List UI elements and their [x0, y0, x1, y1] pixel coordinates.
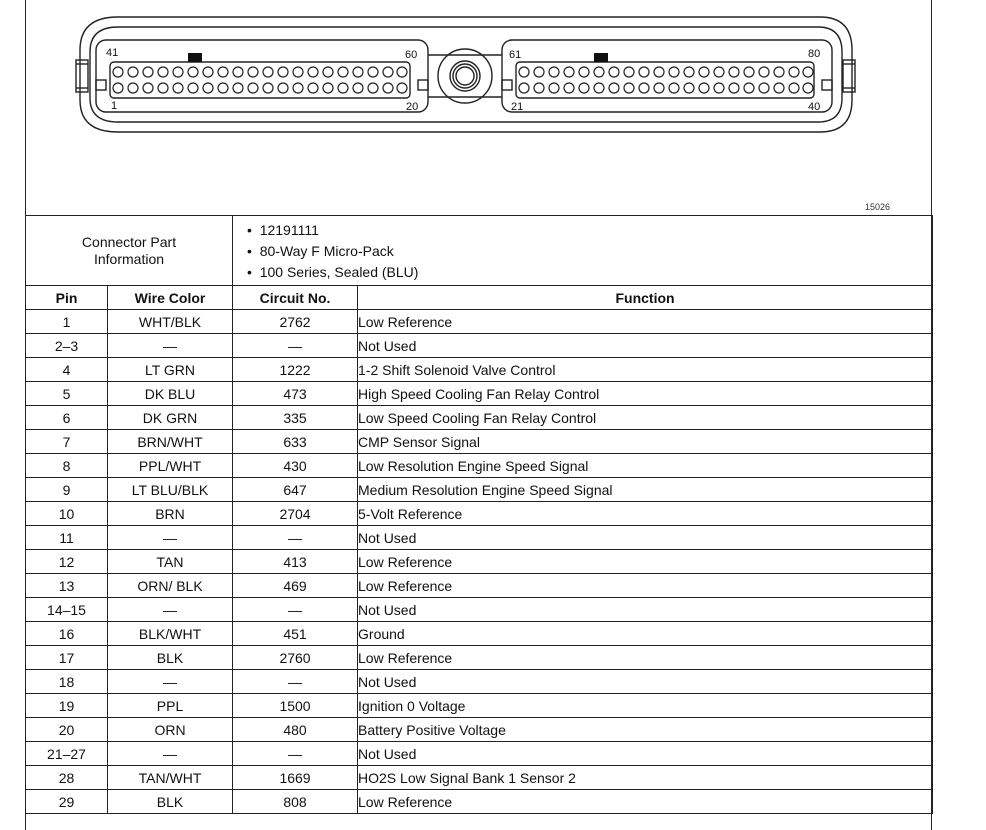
- table-row: [26, 718, 933, 742]
- pin-cell: 5: [26, 382, 108, 406]
- table-row: [26, 790, 933, 814]
- function-cell: Low Resolution Engine Speed Signal: [358, 454, 933, 478]
- pin-cell: 10: [26, 502, 108, 526]
- function-cell: Not Used: [358, 742, 933, 766]
- pin-cell: 21–27: [26, 742, 108, 766]
- function-cell: Low Reference: [358, 310, 933, 334]
- connector-info-label: [26, 216, 233, 286]
- figure-id: 15026: [865, 202, 891, 212]
- wire-color-cell: PPL: [108, 694, 233, 718]
- connector-info-label-line2: Information: [93, 250, 165, 267]
- table-row: [26, 478, 933, 502]
- function-cell: Ground: [358, 622, 933, 646]
- function-cell: Not Used: [358, 670, 933, 694]
- function-cell: Ignition 0 Voltage: [358, 694, 933, 718]
- wire-color-cell: —: [108, 526, 233, 550]
- table-row: [26, 694, 933, 718]
- wire-color-cell: BLK/WHT: [108, 622, 233, 646]
- circuit-cell: 1222: [233, 358, 358, 382]
- pin-cell: 8: [26, 454, 108, 478]
- label-pin-20: 20: [406, 101, 419, 113]
- function-cell: Low Reference: [358, 646, 933, 670]
- circuit-cell: 473: [233, 382, 358, 406]
- label-pin-80: 80: [808, 48, 821, 60]
- circuit-cell: 808: [233, 790, 358, 814]
- wire-color-cell: TAN: [108, 550, 233, 574]
- wire-color-cell: DK BLU: [108, 382, 233, 406]
- pin-cell: 7: [26, 430, 108, 454]
- circuit-cell: —: [233, 334, 358, 358]
- pin-cell: 11: [26, 526, 108, 550]
- circuit-cell: 2704: [233, 502, 358, 526]
- wire-color-cell: WHT/BLK: [108, 310, 233, 334]
- circuit-cell: 2760: [233, 646, 358, 670]
- header-wire-color: Wire Color: [108, 286, 233, 310]
- connector-drawing: [0, 0, 986, 215]
- circuit-cell: 647: [233, 478, 358, 502]
- function-cell: Medium Resolution Engine Speed Signal: [358, 478, 933, 502]
- function-cell: Low Speed Cooling Fan Relay Control: [358, 406, 933, 430]
- table-row: [26, 574, 933, 598]
- header-function: Function: [358, 286, 933, 310]
- pin-cell: 9: [26, 478, 108, 502]
- function-cell: Not Used: [358, 526, 933, 550]
- circuit-cell: 413: [233, 550, 358, 574]
- circuit-cell: —: [233, 742, 358, 766]
- table-row: [26, 526, 933, 550]
- pin-cell: 4: [26, 358, 108, 382]
- label-pin-40: 40: [808, 101, 821, 113]
- circuit-cell: 480: [233, 718, 358, 742]
- function-cell: Low Reference: [358, 790, 933, 814]
- table-row: [26, 742, 933, 766]
- pin-cell: 20: [26, 718, 108, 742]
- table-row: [26, 766, 933, 790]
- circuit-cell: 1669: [233, 766, 358, 790]
- function-cell: Low Reference: [358, 550, 933, 574]
- wire-color-cell: BLK: [108, 646, 233, 670]
- label-pin-1: 1: [111, 100, 118, 112]
- table-body: [26, 310, 933, 814]
- table-row: [26, 598, 933, 622]
- pin-cell: 14–15: [26, 598, 108, 622]
- function-cell: Battery Positive Voltage: [358, 718, 933, 742]
- header-pin: Pin: [26, 286, 108, 310]
- pin-cell: 28: [26, 766, 108, 790]
- connector-diagram: [0, 0, 905, 215]
- header-row: [26, 286, 933, 310]
- wire-color-cell: —: [108, 598, 233, 622]
- pin-cell: 12: [26, 550, 108, 574]
- circuit-cell: —: [233, 598, 358, 622]
- wire-color-cell: LT BLU/BLK: [108, 478, 233, 502]
- table-row: [26, 502, 933, 526]
- wire-color-cell: DK GRN: [108, 406, 233, 430]
- wire-color-cell: —: [108, 742, 233, 766]
- circuit-cell: 469: [233, 574, 358, 598]
- table-row: [26, 430, 933, 454]
- function-cell: 1-2 Shift Solenoid Valve Control: [358, 358, 933, 382]
- pin-cell: 18: [26, 670, 108, 694]
- label-pin-41: 41: [106, 47, 119, 59]
- pin-cell: 19: [26, 694, 108, 718]
- wire-color-cell: ORN/ BLK: [108, 574, 233, 598]
- pin-cell: 13: [26, 574, 108, 598]
- function-cell: Not Used: [358, 334, 933, 358]
- function-cell: 5-Volt Reference: [358, 502, 933, 526]
- function-cell: CMP Sensor Signal: [358, 430, 933, 454]
- label-pin-21: 21: [511, 101, 524, 113]
- connector-info-label-line1: Connector Part: [81, 233, 177, 250]
- function-cell: Not Used: [358, 598, 933, 622]
- table-row: [26, 670, 933, 694]
- wire-color-cell: —: [108, 334, 233, 358]
- function-cell: High Speed Cooling Fan Relay Control: [358, 382, 933, 406]
- table-row: [26, 622, 933, 646]
- table-row: [26, 646, 933, 670]
- header-circuit: Circuit No.: [233, 286, 358, 310]
- circuit-cell: —: [233, 670, 358, 694]
- circuit-cell: 451: [233, 622, 358, 646]
- function-cell: Low Reference: [358, 574, 933, 598]
- wire-color-cell: ORN: [108, 718, 233, 742]
- label-pin-60: 60: [405, 49, 418, 61]
- connector-type: • 80-Way F Micro-Pack: [247, 241, 932, 262]
- table-row: [26, 406, 933, 430]
- wire-color-cell: BLK: [108, 790, 233, 814]
- label-pin-61: 61: [509, 49, 522, 61]
- circuit-cell: 1500: [233, 694, 358, 718]
- circuit-cell: 633: [233, 430, 358, 454]
- table-row: [26, 382, 933, 406]
- connector-part-number: • 12191111: [247, 220, 932, 241]
- table-row: [26, 310, 933, 334]
- function-cell: HO2S Low Signal Bank 1 Sensor 2: [358, 766, 933, 790]
- table-row: [26, 454, 933, 478]
- wire-color-cell: PPL/WHT: [108, 454, 233, 478]
- connector-series: • 100 Series, Sealed (BLU): [247, 262, 932, 283]
- pin-cell: 1: [26, 310, 108, 334]
- wire-color-cell: —: [108, 670, 233, 694]
- circuit-cell: 430: [233, 454, 358, 478]
- pin-cell: 16: [26, 622, 108, 646]
- pin-cell: 2–3: [26, 334, 108, 358]
- circuit-cell: 2762: [233, 310, 358, 334]
- wire-color-cell: BRN: [108, 502, 233, 526]
- pin-cell: 29: [26, 790, 108, 814]
- table-row: [26, 550, 933, 574]
- pin-cell: 17: [26, 646, 108, 670]
- pinout-table: [25, 215, 933, 814]
- circuit-cell: —: [233, 526, 358, 550]
- connector-info-list: [233, 216, 933, 286]
- wire-color-cell: BRN/WHT: [108, 430, 233, 454]
- circuit-cell: 335: [233, 406, 358, 430]
- table-row: [26, 358, 933, 382]
- table-row: [26, 334, 933, 358]
- wire-color-cell: LT GRN: [108, 358, 233, 382]
- connector-info-row: [26, 216, 933, 286]
- wire-color-cell: TAN/WHT: [108, 766, 233, 790]
- pin-cell: 6: [26, 406, 108, 430]
